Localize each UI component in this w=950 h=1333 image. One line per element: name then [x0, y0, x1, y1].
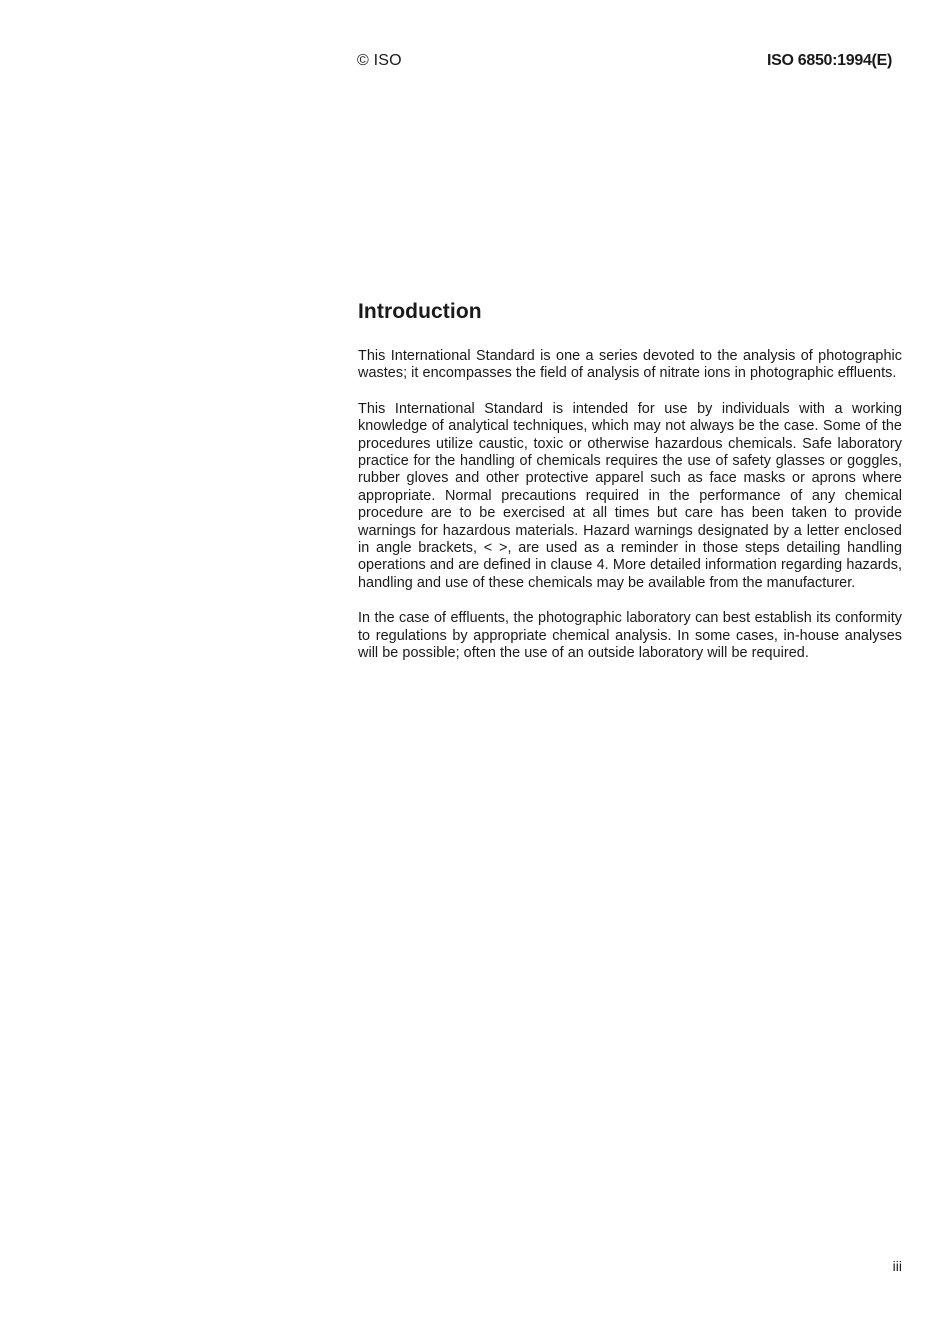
page-number: iii: [892, 1258, 902, 1274]
paragraph-scope: This International Standard is one a series devoted to the analysis of photographic wastes; it encompasses the field of analysis of nitrate ions in photographic effluents.: [358, 348, 902, 382]
standard-number-header: ISO 6850:1994(E): [766, 52, 892, 69]
paragraph-safety: This International Standard is intended for use by individuals with a working knowledge of analytical techniques, which may not always be the case. Some of the procedures utilize caustic, toxic or otherwise hazardous chemicals. Safe laboratory practice for the handling of chemicals requires the use of safety glasses or goggles, rubber gloves and other protective apparel such as face masks or aprons where appropriate. Normal precautions required in the performance of any chemical procedure are to be exercised at all times but care has been taken to provide warnings for hazardous materials. Hazard warnings designated by a letter enclosed in angle brackets, < >, are used as a reminder in those steps detailing handling operations and are defined in clause 4. More detailed information regarding hazards, handling and use of these chemicals may be available from the manufacturer.: [358, 400, 902, 591]
paragraph-effluents: In the case of effluents, the photographic laboratory can best establish its conformity to regulations by appropriate chemical analysis. In some cases, in-house analyses will be possible; often the use of an outside laboratory will be required.: [358, 610, 902, 662]
section-title: Introduction: [358, 300, 482, 323]
introduction-section: [358, 300, 902, 681]
copyright-header: © ISO: [357, 52, 402, 69]
